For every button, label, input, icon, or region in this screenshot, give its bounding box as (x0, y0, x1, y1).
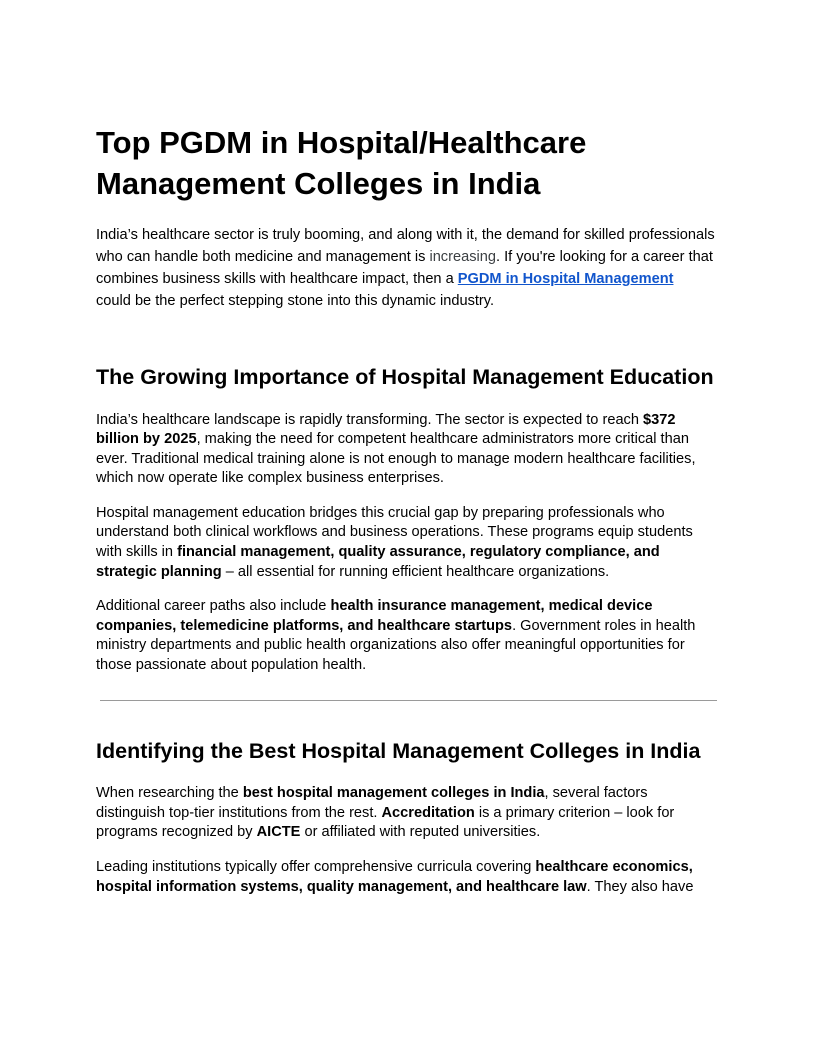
horizontal-divider (100, 700, 717, 701)
paragraph-text: or affiliated with reputed universities. (300, 824, 541, 841)
paragraph-text: is a primary criterion – look for programs recognized by (96, 804, 675, 841)
document-page (96, 122, 720, 912)
paragraph-text: , making the need for competent healthcare administrators more critical than ever. Traditional medical training alone is not enough to manage modern healthcare facilities, which now operate like complex business enterprises. (96, 431, 696, 487)
paragraph-text: – all essential for running efficient healthcare organizations. (221, 563, 610, 580)
page-title: Top PGDM in Hospital/Healthcare Management Colleges in India (96, 125, 587, 201)
bold-text: financial management, quality assurance, regulatory compliance, and strategic planning (96, 544, 660, 580)
best-colleges-paragraph-1 (96, 784, 720, 843)
intro-text: could be the perfect stepping stone into this dynamic industry. (96, 293, 495, 309)
importance-paragraph-2 (96, 504, 720, 582)
section-heading-best-colleges: Identifying the Best Hospital Management Colleges in India (96, 738, 701, 763)
paragraph-text: Additional career paths also include (96, 598, 331, 615)
paragraph-text: , several factors distinguish top-tier institutions from the rest. (96, 785, 648, 821)
divider-wrap (96, 676, 720, 737)
section-heading-importance: The Growing Importance of Hospital Management Education (96, 365, 714, 389)
bold-text: AICTE (256, 824, 301, 841)
paragraph-text: When researching the (96, 785, 243, 802)
bold-text: best hospital management colleges in India (242, 785, 545, 802)
bold-text: health insurance management, medical device companies, telemedicine platforms, and healthcare startups (96, 598, 653, 634)
paragraph-text: Hospital management education bridges this crucial gap by preparing professionals who understand both clinical workflows and business operations. These programs equip students with skills in (96, 504, 693, 561)
pgdm-hospital-management-link[interactable]: PGDM in Hospital Management (457, 271, 674, 287)
paragraph-text: Leading institutions typically offer comprehensive curricula covering (96, 858, 536, 875)
bold-text: healthcare economics, hospital information systems, quality management, and healthcare law (96, 858, 693, 895)
importance-paragraph-3 (96, 597, 720, 675)
bold-text: $372 billion by 2025 (96, 411, 676, 448)
intro-paragraph (96, 224, 720, 312)
section-spacer (96, 312, 720, 363)
importance-paragraph-1 (96, 411, 720, 489)
best-colleges-paragraph-2 (96, 858, 720, 897)
bold-text: Accreditation (381, 804, 475, 821)
intro-text-suggestion: increasing (429, 249, 496, 265)
paragraph-text: . They also have (586, 878, 694, 895)
intro-text: India’s healthcare sector is truly booming, and along with it, the demand for skilled professionals who can handle both medicine and management is (96, 227, 715, 265)
intro-text: . If you're looking for a career that combines business skills with healthcare impact, then a (96, 249, 713, 287)
paragraph-text: . Government roles in health ministry departments and public health organizations also offer meaningful opportunities for those passionate about population health. (96, 617, 696, 674)
paragraph-text: India’s healthcare landscape is rapidly transforming. The sector is expected to reach (96, 411, 644, 428)
